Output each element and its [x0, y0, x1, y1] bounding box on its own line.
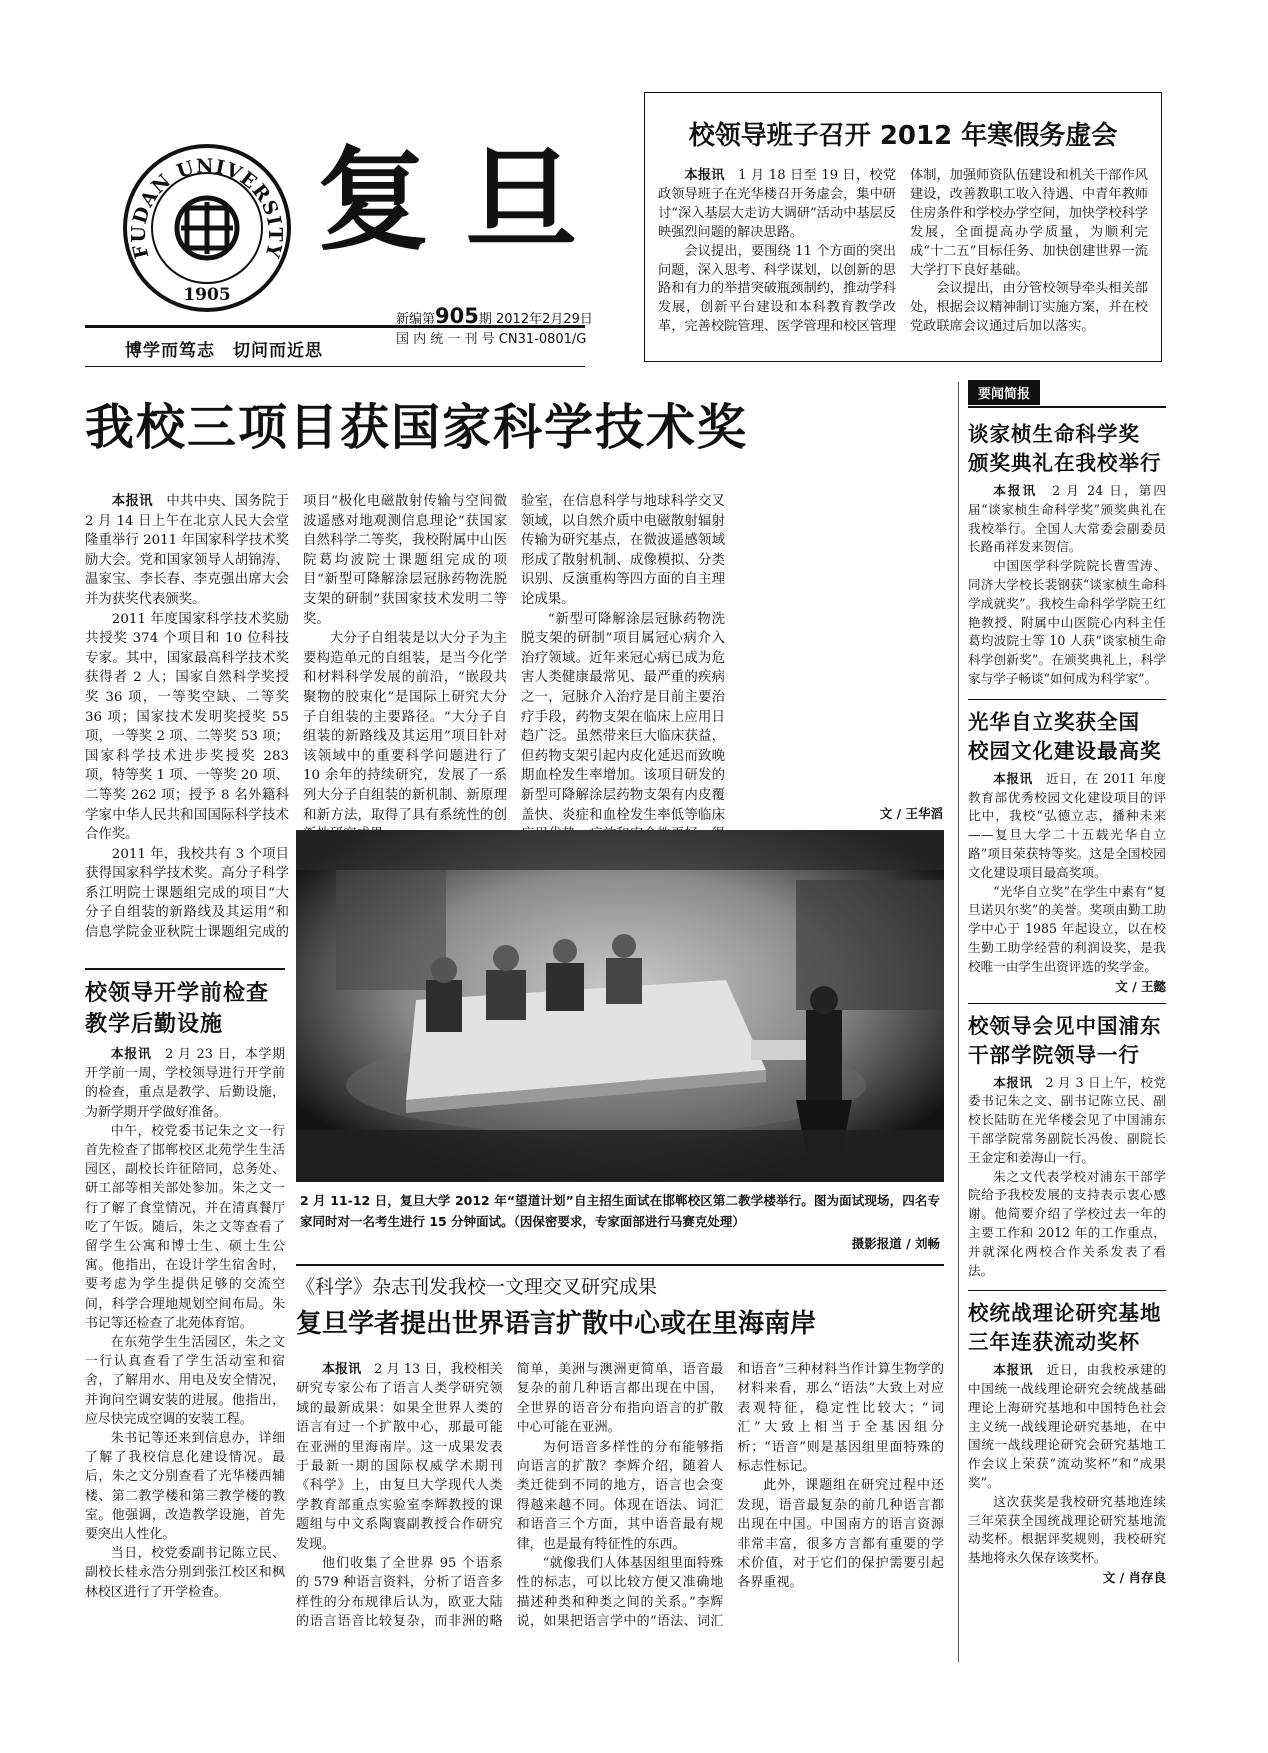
sidebar-item: [968, 1012, 1166, 1281]
lead-label: 本报讯: [322, 1362, 362, 1377]
sidebar-item-headline: 谈家桢生命科学奖 颁奖典礼在我校举行: [968, 422, 1162, 475]
sidebar-item-body: 本报讯 近日，由我校承建的中国统一战线理论研究会统战基础理论上海研究基地和中国特色社会主义统一战线理论研究基地，在中国统一战线理论研究会研究基地工作会议上荣获“流动奖杯”和“成果奖”。 这次获奖是我校研究基地连续三年荣获全国统战理论研究基地流动奖杯。根据评奖规则，我校研究基地将永久保存该奖杯。: [968, 1362, 1167, 1566]
issue-suffix: 期: [478, 312, 492, 327]
sidebar-item-body: 本报讯 2 月 24 日，第四届“谈家桢生命科学奖”颁奖典礼在我校举行。全国人大常委会副委员长路甬祥发来贺信。 中国医学科学院院长曹雪涛、同济大学校长裴钢获“谈家桢生命科学成就奖”。我校生命科学学院王红艳教授、附属中山医院心内科主任葛均波院士等 10 人获“谈家桢生命科学创新奖”。在颁奖典礼上，科学家与学子畅谈“如何成为科学家”。: [968, 483, 1167, 686]
issue-date: 2012年2月29日: [496, 312, 593, 327]
lead-label: 本报讯: [111, 494, 153, 509]
science-story-body: 本报讯 2 月 13 日，我校相关研究专家公布了语言人类学研究领域的最新成果：如果全世界人类的语言有过一个扩散中心，那最可能在亚洲的里海南岸。这一成果发表于最新一期的国际权威学术期刊《科学》上，由复旦大学现代人类学教育部重点实验室李辉教授的课题组与中文系陶寰副教授合作研究发现。 他们收集了全世界 95 个语系的 579 种语言资料，分析了语音多样性的分布规律后认为，欧亚大陆的语言语音比较复杂，而非洲的略简单，美洲与澳洲更简单，语音最复杂的前几种语言都出现在中国，全世界的语音分布指向语言的扩散中心可能在亚洲。 为何语音多样性的分布能够指向语言的扩散？李辉介绍，随着人类迁徙到不同的地方，语言也会变得越来越不同。体现在语法、词汇和语音三个方面，其中语音最有规律，也是最有特征性的东西。 “就像我们人体基因组里面特殊性的标志，可以比较方便又准确地描述种类和种类之间的关系。”李辉说，如果把语言学中的“语法、词汇和语音”三种材料当作计算生物学的材料来看，那么“语法”大致上对应表观特征，稳定性比较大；“词汇”大致上相当于全基因组分析；“语音”则是基因组里面特殊的标志性标记。 此外，课题组在研究过程中还发现，语音最复杂的前几种语言都出现在中国。中国南方的语言资源非常丰富，很多方言都有重要的学术价值，对于它们的保护需要引起各界重视。: [296, 1362, 944, 1630]
issue-prefix: 新编第: [396, 312, 436, 327]
main-story-body: 本报讯 中共中央、国务院于 2 月 14 日上午在北京人民大会堂隆重举行 2011 年国家科学技术奖励大会。党和国家领导人胡锦涛、温家宝、李长春、李克强出席大会并为获奖代表颁奖。 2011 年度国家科学技术奖励共授奖 374 个项目和 10 位科技专家。其中，国家最高科学技术奖获得者 2 人；国家自然科学奖授奖 36 项，一等奖空缺、二等奖 36 项；国家技术发明奖授奖 55 项，一等奖 2 项、二等奖 53 项；国家科学技术进步奖授奖 283 项，特等奖 1 项、一等奖 20 项、二等奖 262 项；授予 8 名外籍科学家中华人民共和国国际科学技术合作奖。 2011 年，我校共有 3 个项目获得国家科学技术奖。高分子科学系江明院士课题组完成的项目“大分子自组装的新路线及其运用”和信息学院金亚秋院士课题组完成的项目“极化电磁散射传输与空间微波遥感对地观测信息理论”获国家自然科学二等奖，我校附属中山医院葛均波院士课题组完成的项目“新型可降解涂层冠脉药物洗脱支架的研制”获国家技术发明二等奖。 大分子自组装是以大分子为主要构造单元的自组装，是当今化学和材料科学发展的前沿，“嵌段共聚物的胶束化”是国际上研究大分子自组装的主要路径。“大分子自组装的新路线及其运用”项目针对该领域中的重要科学问题进行了 10 余年的持续研究，发展了一系列大分子自组装的新机制、新原理和新方法，取得了具有系统性的创 验室，在信息科学与地球科学交叉领域，以自然介质中电磁散射辐射传输为研究基点，在微波遥感领域形成了散射机制、成像模拟、分类识别、反演重构等四方面的自主理论成果。 “新型可降解涂层冠脉药物洗脱支架的研制”项目属冠心病介入治疗领域。近年来冠心病已成为危害人类健康最常见、最严重的疾病之一，冠脉介入治疗是目前主要治疗手段，药物支架在临床上应用日趋广泛。虽然带来巨大临床获益，但药物支架引起内皮化延迟而致晚期血栓发生率增加。该项目研发的新型可降解涂层药物支架有内皮覆盖快、炎症和血栓发生率低等临床: [85, 494, 725, 941]
top-box-headline: 校领导班子召开 2012 年寒假务虚会: [688, 121, 1118, 151]
lead-label: 本报讯: [110, 1047, 152, 1062]
masthead-title: 复旦: [317, 135, 613, 266]
sidebar-section-label: 要闻简报: [968, 380, 1166, 408]
photo-caption: 2 月 11-12 日，复旦大学 2012 年“望道计划”自主招生面试在邯郸校区第二教学楼举行。图为面试现场，四名专家同时对一名考生进行 15 分钟面试。（因保密要求，专家面部进行马赛克处理）: [300, 1193, 940, 1229]
svg-text:FUDAN UNIVERSITY: FUDAN UNIVERSITY: [127, 155, 287, 261]
sidebar-item-byline: 文 / 肖存良: [1102, 1570, 1166, 1586]
motto: 博学而笃志 切问而近思: [125, 341, 323, 361]
lead-label: 本报讯: [684, 168, 725, 183]
left-story-body: 本报讯 2 月 23 日，本学期开学前一周，学校领导进行开学前的检查，重点是教学、后勤设施，为新学期开学做好准备。 中午，校党委书记朱之文一行首先检查了邯郸校区北苑学生生活园区，副校长许征陪同，总务处、研工部等相关部处参加。朱之文一行了解了食堂情况，并在清真餐厅吃了午饭。随后，朱之文等查看了留学生公寓和博士生、硕士生公寓。他指出，在设计学生宿舍时，要考虑为学生提供足够的交流空间，科学合理地规划空间布局。朱书记等还检查了北苑体育馆。 在东苑学生生活园区，朱之文一行认真查看了学生活动室和宿舍，了解用水、用电及安全情况，并询问空调安装的进展。他指出，应尽快完成空调的安装工程。 朱书记等还来到信息办，详细了解了我校信息化建设情况。最后，朱之文分别查看了光华楼西辅楼、第二教学楼和第三教学楼的教室。他强调，改造教学设施，首先要突出人性化。 当日，校党委副书记陈立民、副校长桂永浩分别到张江校区和枫林校区进行了开学检查。: [85, 1047, 286, 1600]
university-seal: [107, 132, 307, 316]
science-headline: 复旦学者提出世界语言扩散中心或在里海南岸: [296, 1309, 817, 1339]
issue-info: [396, 306, 646, 350]
photo-illustration: [296, 830, 944, 1182]
sidebar-item-headline: 校领导会见中国浦东 干部学院领导一行: [968, 1013, 1162, 1067]
sidebar-item-body: 本报讯 近日，在 2011 年度教育部优秀校园文化建设项目的评比中，我校“弘德立志，播种未来——复旦大学二十五载光华自立路”项目荣获特等奖。这是全国校园文化建设项目最高奖项。 “光华自立奖”在学生中素有“复旦诺贝尔奖”的美誉。奖项由勤工助学中心于 1985 年起设立，以在校生勤工助学经营的利润设奖，是我校唯一由学生出资评选的奖学金。: [968, 770, 1167, 974]
main-headline: 我校三项目获国家科学技术奖: [85, 399, 749, 456]
sidebar-item-byline: 文 / 王懿: [1115, 978, 1166, 994]
issue-number: 905: [435, 304, 479, 328]
sidebar-item: [968, 1299, 1166, 1586]
svg-text:1905: 1905: [183, 285, 231, 305]
sidebar-item: [968, 420, 1166, 689]
registration-number: 国 内 统 一 刊 号 CN31-0801/G: [396, 332, 587, 347]
interview-photo: [296, 830, 944, 1182]
sidebar-item: [968, 708, 1166, 995]
science-kicker: 《科学》杂志刊发我校一文理交叉研究成果: [296, 1276, 658, 1298]
sidebar-item-headline: 光华自立奖获全国 校园文化建设最高奖: [968, 709, 1162, 763]
main-story-byline: 文 / 王华滔: [879, 806, 943, 821]
sidebar: [968, 380, 1166, 1586]
photo-credit: 摄影报道 / 刘畅: [851, 1236, 940, 1251]
sidebar-item-headline: 校统战理论研究基地 三年连获流动奖杯: [968, 1301, 1162, 1355]
top-box-body: 本报讯 1 月 18 日至 19 日，校党政领导班子在光华楼召开务虚会，集中研讨“深入基层大走访大调研”活动中基层反映强烈问题的解决思路。 会议提出，要围绕 11 个方面的突出问题，深入思考、科学谋划，以创新的思路和有力的举措突破瓶颈制约，推动学科发展，创新平台建设和本科教育教学改革，完善校院管理、医学管理和校区管理体制，加强师资队伍建设和机关干部作风建设，改善教职工收入待遇、中青年教师住房条件和学校办学空间，加快学校科学发展，全面提高办学质量，为顺利完成“十二五”目标任务、加快创建世界一流大学打下良好基础。 会议提出，由分管校领导牵头相关部处，根据会议精神制订实施方案，并在校党政联席会议通过后加以落实。: [658, 168, 1148, 335]
sidebar-item-body: 本报讯 2 月 3 日上午，校党委书记朱之文、副书记陈立民、副校长陆昉在光华楼会见了中国浦东干部学院常务副院长冯俊、副院长王金定和姜海山一行。 朱之文代表学校对浦东干部学院给予我校发展的支持表示衷心感谢。他简要介绍了学校过去一年的主要工作和 2012 年的工作重点，并就深化两校合作关系发表了看法。: [968, 1074, 1167, 1278]
top-box: [644, 92, 1162, 362]
left-story-headline: 校领导开学前检查教学后勤设施: [85, 981, 270, 1037]
